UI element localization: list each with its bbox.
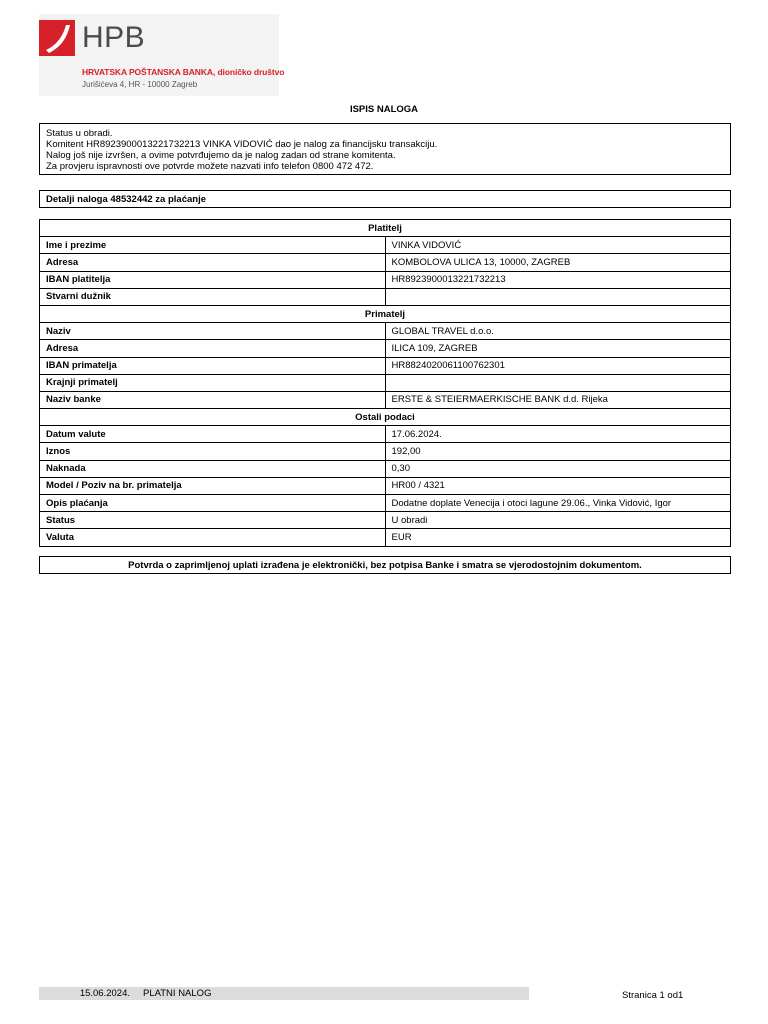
- section-heading-primatelj: Primatelj: [40, 305, 731, 322]
- row-value: Dodatne doplate Venecija i otoci lagune 29.06., Vinka Vidović, Igor: [385, 495, 731, 512]
- row-value: ILICA 109, ZAGREB: [385, 340, 731, 357]
- table-row: [40, 271, 731, 288]
- bank-address: Jurišićeva 4, HR - 10000 Zagreb: [82, 80, 198, 89]
- row-label: Status: [40, 512, 386, 529]
- row-label: Krajnji primatelj: [40, 374, 386, 391]
- table-row: [40, 254, 731, 271]
- row-value: [385, 288, 731, 305]
- table-row: [40, 426, 731, 443]
- status-line: Nalog još nije izvršen, a ovime potvrđujemo da je nalog zadan od strane komitenta.: [46, 150, 396, 161]
- document-title: ISPIS NALOGA: [349, 104, 419, 115]
- row-value: 0,30: [385, 460, 731, 477]
- row-value: HR00 / 4321: [385, 477, 731, 494]
- logo-text: HPB: [82, 21, 146, 54]
- row-label: Opis plaćanja: [40, 495, 386, 512]
- status-line: Status u obradi.: [46, 128, 113, 139]
- row-label: Naknada: [40, 460, 386, 477]
- details-header: Detalji naloga 48532442 za plaćanje: [39, 190, 731, 208]
- footer-label: PLATNI NALOG: [143, 988, 212, 999]
- table-row: [40, 357, 731, 374]
- row-value: VINKA VIDOVIĆ: [385, 237, 731, 254]
- row-label: Stvarni dužnik: [40, 288, 386, 305]
- table-row: [40, 477, 731, 494]
- row-value: 17.06.2024.: [385, 426, 731, 443]
- section-row: [40, 305, 731, 322]
- table-row: [40, 288, 731, 305]
- table-row: [40, 529, 731, 546]
- row-label: Model / Poziv na br. primatelja: [40, 477, 386, 494]
- section-row: [40, 220, 731, 237]
- row-value: HR8824020061100762301: [385, 357, 731, 374]
- section-heading-platitelj: Platitelj: [40, 220, 731, 237]
- status-line: Za provjeru ispravnosti ove potvrde možete nazvati info telefon 0800 472 472.: [46, 161, 374, 172]
- section-row: [40, 409, 731, 426]
- hpb-logo-icon: [39, 20, 75, 56]
- table-row: [40, 237, 731, 254]
- table-row: [40, 443, 731, 460]
- row-label: Naziv banke: [40, 391, 386, 408]
- table-row: [40, 374, 731, 391]
- bank-name: HRVATSKA POŠTANSKA BANKA, dioničko društvo: [82, 67, 285, 77]
- row-value: GLOBAL TRAVEL d.o.o.: [385, 323, 731, 340]
- row-label: Valuta: [40, 529, 386, 546]
- page-number: Stranica 1 od1: [622, 990, 684, 1001]
- table-row: [40, 340, 731, 357]
- table-row: [40, 323, 731, 340]
- row-value: EUR: [385, 529, 731, 546]
- row-label: Adresa: [40, 254, 386, 271]
- row-label: Naziv: [40, 323, 386, 340]
- footer-date: 15.06.2024.: [79, 988, 130, 999]
- section-heading-ostali: Ostali podaci: [40, 409, 731, 426]
- status-box: [39, 123, 731, 175]
- order-details-table: [39, 219, 731, 547]
- row-value: U obradi: [385, 512, 731, 529]
- confirmation-note: Potvrda o zaprimljenoj uplati izrađena je elektronički, bez potpisa Banke i smatra se vjerodostojnim dokumentom.: [39, 556, 731, 574]
- row-value: 192,00: [385, 443, 731, 460]
- table-row: [40, 495, 731, 512]
- row-label: IBAN platitelja: [40, 271, 386, 288]
- row-value: ERSTE & STEIERMAERKISCHE BANK d.d. Rijeka: [385, 391, 731, 408]
- status-line: Komitent HR8923900013221732213 VINKA VIDOVIĆ dao je nalog za financijsku transakciju.: [46, 139, 438, 150]
- row-value: HR8923900013221732213: [385, 271, 731, 288]
- table-row: [40, 391, 731, 408]
- row-value: [385, 374, 731, 391]
- table-row: [40, 460, 731, 477]
- row-label: Datum valute: [40, 426, 386, 443]
- table-row: [40, 512, 731, 529]
- row-label: Adresa: [40, 340, 386, 357]
- row-label: IBAN primatelja: [40, 357, 386, 374]
- row-value: KOMBOLOVA ULICA 13, 10000, ZAGREB: [385, 254, 731, 271]
- row-label: Iznos: [40, 443, 386, 460]
- row-label: Ime i prezime: [40, 237, 386, 254]
